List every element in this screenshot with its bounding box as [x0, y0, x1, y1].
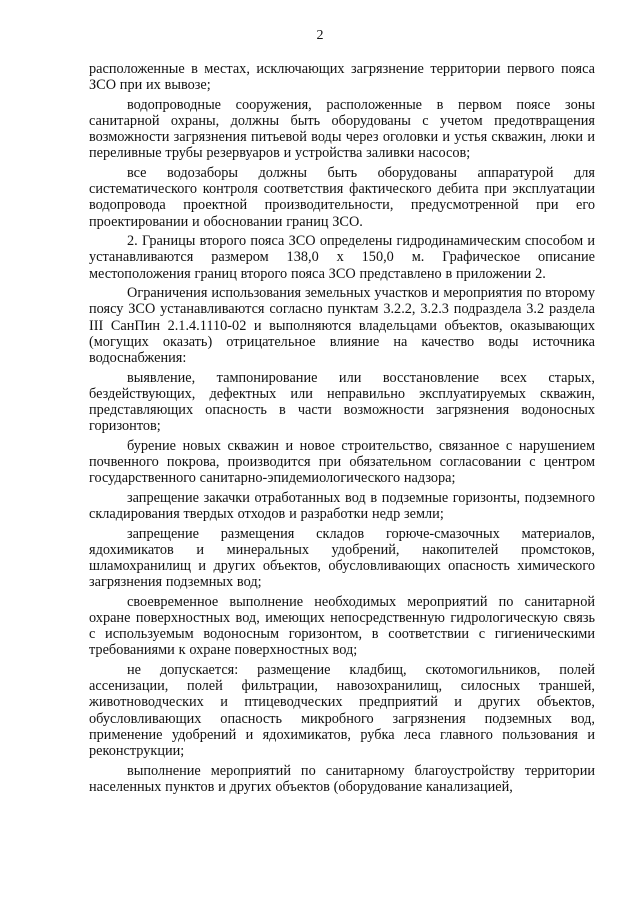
paragraph: расположенные в местах, исключающих загрязнение территории первого пояса ЗСО при их вывозе; [89, 61, 595, 94]
document-body [89, 61, 595, 798]
paragraph: водопроводные сооружения, расположенные в первом поясе зоны санитарной охраны, должны быть оборудованы с учетом предотвращения возможности загрязнения питьевой воды через оголовки и устья скважин, люки и переливные трубы резервуаров и устройства заливки насосов; [89, 96, 595, 162]
page-number: 2 [316, 28, 324, 43]
paragraph: Ограничения использования земельных участков и мероприятия по второму поясу ЗСО устанавливаются согласно пунктам 3.2.2, 3.2.3 подраздела 3.2 раздела III СанПин 2.1.4.1110-02 и выполняются владельцами объектов, оказывающих (могущих оказать) отрицательное влияние на качество воды источника водоснабжения: [89, 285, 595, 367]
paragraph: своевременное выполнение необходимых мероприятий по санитарной охране поверхностных вод, имеющих непосредственную гидрологическую связь с используемым водоносным горизонтом, в соответствии с гигиеническими требованиями к охране поверхностных вод; [89, 593, 595, 659]
paragraph: бурение новых скважин и новое строительство, связанное с нарушением почвенного покрова, производится при обязательном согласовании с центром государственного санитарно-эпидемиологического надзора; [89, 437, 595, 487]
paragraph: все водозаборы должны быть оборудованы аппаратурой для систематического контроля соответствия фактического дебита при эксплуатации водопровода проектной производительности, предусмотренной при его проектировании и обосновании границ ЗСО. [89, 165, 595, 230]
paragraph: не допускается: размещение кладбищ, скотомогильников, полей ассенизации, полей фильтрации, навозохранилищ, силосных траншей, животноводческих и птицеводческих предприятий и других объектов, обусловливающих опасность микробного загрязнения подземных вод, применение удобрений и ядохимикатов, рубка леса главного пользования и реконструкции; [89, 662, 595, 760]
paragraph: выполнение мероприятий по санитарному благоустройству территории населенных пунктов и других объектов (оборудование канализацией, [89, 762, 595, 795]
paragraph: запрещение размещения складов горюче-смазочных материалов, ядохимикатов и минеральных удобрений, накопителей промстоков, шламохранилищ и других объектов, обусловливающих опасность химического загрязнения подземных вод; [89, 525, 595, 591]
paragraph: запрещение закачки отработанных вод в подземные горизонты, подземного складирования твердых отходов и разработки недр земли; [89, 489, 595, 523]
paragraph: выявление, тампонирование или восстановление всех старых, бездействующих, дефектных или неправильно эксплуатируемых скважин, представляющих опасность в части возможности загрязнения водоносных горизонтов; [89, 369, 595, 435]
paragraph: 2. Границы второго пояса ЗСО определены гидродинамическим способом и устанавливаются размером 138,0 х 150,0 м. Графическое описание местоположения границ второго пояса ЗСО представлено в приложении 2. [89, 233, 595, 282]
